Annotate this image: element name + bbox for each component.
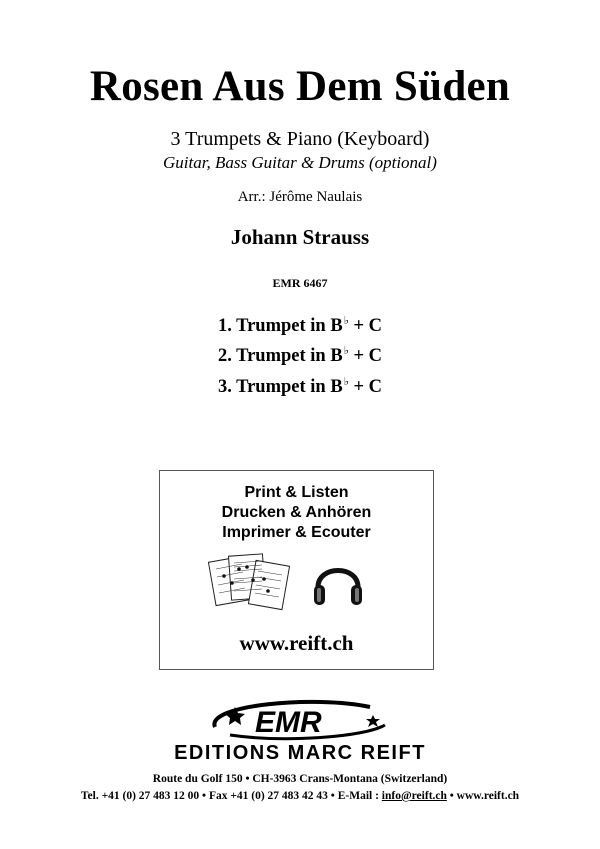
part-suffix: + C (348, 346, 383, 366)
contact-phone-fax: Tel. +41 (0) 27 483 12 00 • Fax +41 (0) 27 483 42 43 • E-Mail : (80, 790, 382, 802)
page-title: Rosen Aus Dem Süden (89, 63, 511, 110)
promo-icons (208, 549, 388, 619)
composer: Johann Strauss (230, 225, 370, 249)
flat-sign: ♭ (343, 345, 349, 357)
part-item (0, 316, 600, 337)
print-listen-box (159, 470, 434, 670)
flat-sign: ♭ (343, 315, 349, 327)
catalog-number: EMR 6467 (272, 276, 328, 290)
part-label: 2. Trumpet in B (217, 346, 343, 366)
sheet-music-icon (208, 549, 298, 619)
part-label: 3. Trumpet in B (217, 377, 343, 397)
promo-line-english: Print & Listen (244, 484, 349, 501)
flat-sign: ♭ (343, 376, 349, 388)
part-suffix: + C (348, 377, 383, 397)
headphones-icon (308, 553, 368, 613)
contact-web: • www.reift.ch (446, 790, 520, 802)
optional-instruments: Guitar, Bass Guitar & Drums (optional) (163, 153, 437, 172)
instrumentation: 3 Trumpets & Piano (Keyboard) (170, 128, 430, 150)
publisher-name: EDITIONS MARC REIFT (174, 742, 426, 764)
promo-line-french: Imprimer & Ecouter (222, 524, 371, 541)
part-item (0, 377, 600, 398)
arranger: Arr.: Jérôme Naulais (237, 189, 363, 205)
part-label: 1. Trumpet in B (217, 316, 343, 336)
website-url[interactable]: www.reift.ch (239, 631, 354, 655)
part-suffix: + C (348, 316, 383, 336)
publisher-contact (0, 790, 600, 802)
publisher-address: Route du Golf 150 • CH-3963 Crans-Montana (Switzerland) (152, 773, 448, 785)
logo-text: EMR (255, 706, 322, 739)
emr-logo (195, 697, 400, 743)
email-link[interactable]: info@reift.ch (381, 790, 447, 802)
part-item (0, 346, 600, 367)
promo-line-german: Drucken & Anhören (221, 504, 372, 521)
